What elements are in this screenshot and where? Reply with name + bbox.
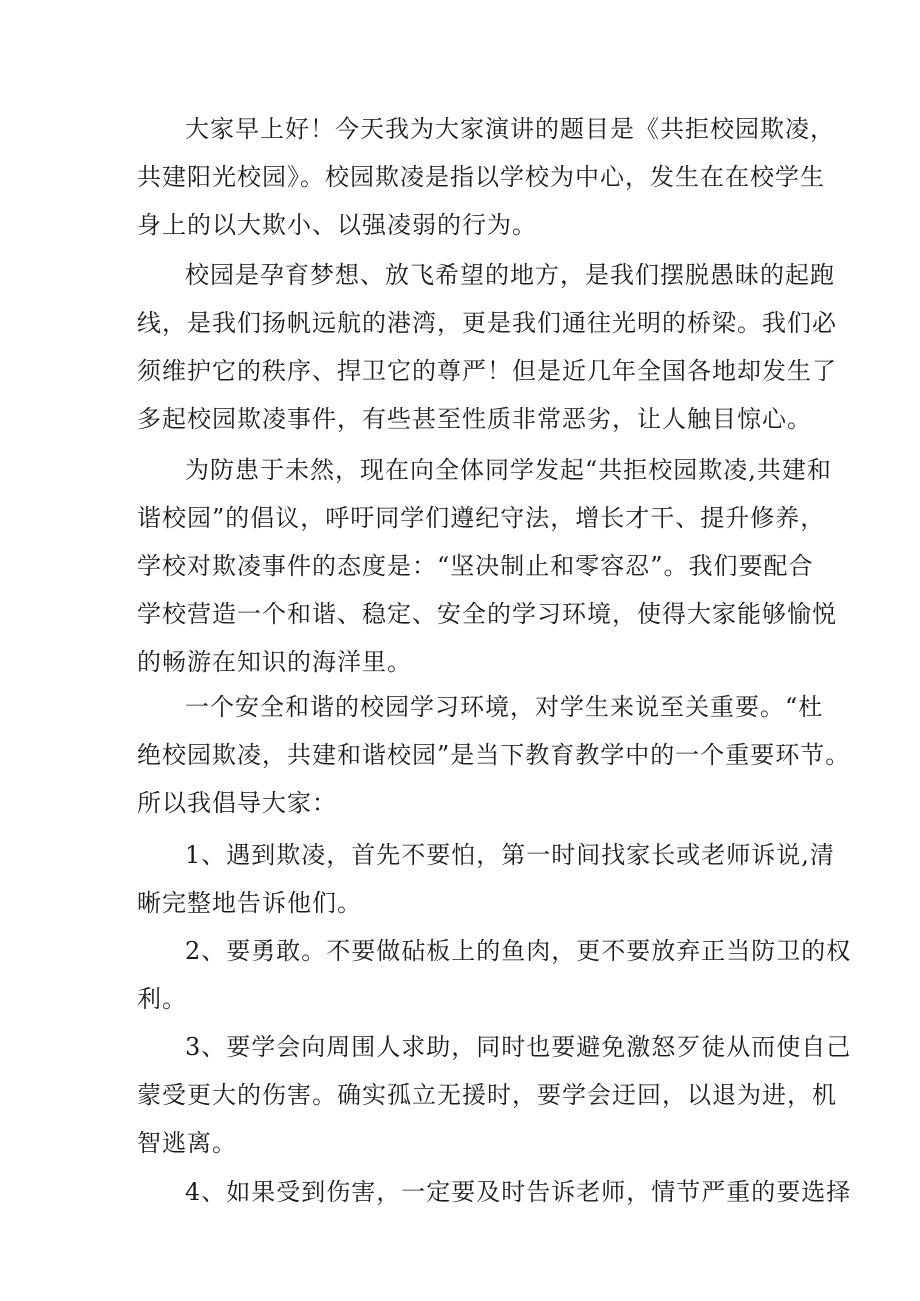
text-line: 蒙受更大的伤害。确实孤立无援时，要学会迂回，以退为进，机 bbox=[137, 1081, 837, 1109]
text-line: 校园是孕育梦想、放飞希望的地方，是我们摆脱愚昧的起跑 bbox=[185, 261, 835, 289]
text-line: 学校营造一个和谐、稳定、安全的学习环境，使得大家能够愉悦 bbox=[137, 600, 837, 628]
text-line: 的畅游在知识的海洋里。 bbox=[137, 648, 412, 676]
text-line: 共建阳光校园》。校园欺凌是指以学校为中心，发生在在校学生 bbox=[137, 163, 825, 191]
paragraph-initiative bbox=[137, 446, 837, 686]
text-line: 多起校园欺凌事件，有些甚至性质非常恶劣，让人触目惊心。 bbox=[137, 405, 812, 433]
text-line: 大家早上好！今天我为大家演讲的题目是《共拒校园欺凌， bbox=[185, 115, 835, 143]
text-line: 学校对欺凌事件的态度是：“坚决制止和零容忍”。我们要配合 bbox=[137, 552, 814, 580]
text-line: 为防患于未然，现在向全体同学发起“共拒校园欺凌,共建和 bbox=[185, 456, 832, 484]
text-line: 智逃离。 bbox=[137, 1129, 237, 1157]
text-line: 身上的以大欺小、以强凌弱的行为。 bbox=[137, 211, 537, 239]
text-line: 晰完整地告诉他们。 bbox=[137, 889, 362, 917]
text-line: 一个安全和谐的校园学习环境，对学生来说至关重要。“杜 bbox=[185, 693, 824, 721]
paragraph-item-4 bbox=[137, 1168, 852, 1216]
text-line: 4、如果受到伤害，一定要及时告诉老师，情节严重的要选择 bbox=[185, 1178, 852, 1206]
text-line: 所以我倡导大家： bbox=[137, 789, 337, 817]
paragraph-item-2 bbox=[137, 927, 852, 1023]
text-line: 谐校园”的倡议，呼吁同学们遵纪守法，增长才干、提升修养， bbox=[137, 504, 826, 532]
paragraph-campus bbox=[137, 251, 837, 443]
text-line: 利。 bbox=[137, 985, 187, 1013]
paragraph-item-1 bbox=[137, 831, 835, 927]
text-line: 绝校园欺凌，共建和谐校园”是当下教育教学中的一个重要环节。 bbox=[137, 741, 851, 769]
paragraph-greeting bbox=[137, 105, 835, 249]
paragraph-item-3 bbox=[137, 1023, 852, 1167]
paragraph-environment bbox=[137, 683, 851, 827]
text-line: 线，是我们扬帆远航的港湾，更是我们通往光明的桥梁。我们必 bbox=[137, 309, 837, 337]
text-line: 须维护它的秩序、捍卫它的尊严！但是近几年全国各地却发生了 bbox=[137, 357, 837, 385]
text-line: 3、要学会向周围人求助，同时也要避免激怒歹徒从而使自己 bbox=[185, 1033, 852, 1061]
text-line: 2、要勇敢。不要做砧板上的鱼肉，更不要放弃正当防卫的权 bbox=[185, 937, 852, 965]
text-line: 1、遇到欺凌，首先不要怕，第一时间找家长或老师诉说,清 bbox=[185, 841, 835, 869]
